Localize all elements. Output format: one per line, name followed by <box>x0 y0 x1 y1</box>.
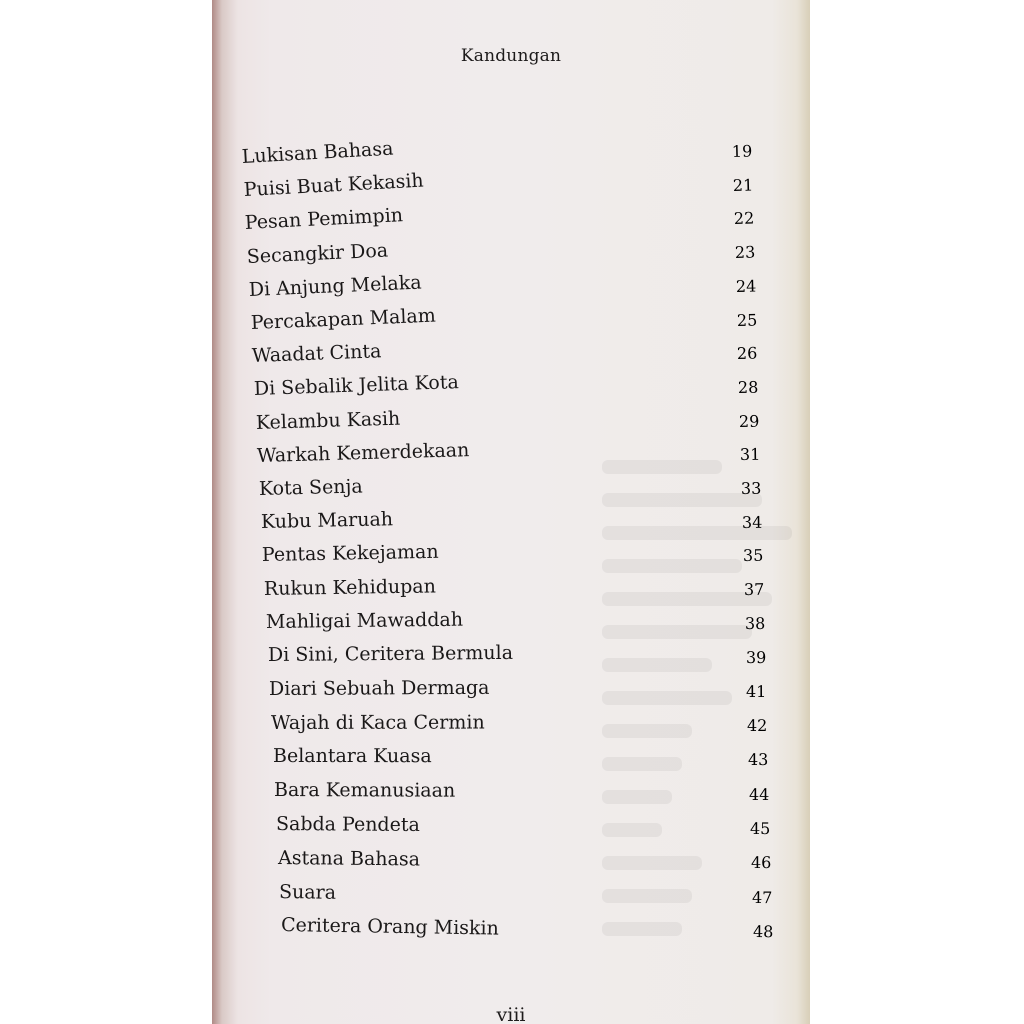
toc-entry-title: Di Anjung Melaka <box>248 271 422 301</box>
toc-entry <box>279 881 792 916</box>
toc-entry-title: Percakapan Malam <box>249 304 436 334</box>
toc-entry-page-number: 19 <box>731 141 753 161</box>
toc-entry-title: Waadat Cinta <box>251 340 382 368</box>
book-page <box>212 0 810 1024</box>
toc-entry <box>262 535 783 572</box>
page-number-footer: viii <box>496 1004 526 1024</box>
toc-entry-page-number: 23 <box>734 242 756 263</box>
toc-entry-page-number: 39 <box>745 647 766 667</box>
toc-entry <box>276 813 790 845</box>
toc-entry-title: Suara <box>279 880 337 904</box>
toc-entry-title: Di Sebalik Jelita Kota <box>253 371 459 401</box>
toc-entry <box>271 710 787 739</box>
toc-entry-page-number: 45 <box>749 819 771 839</box>
toc-entry-page-number: 35 <box>742 546 764 566</box>
toc-entry <box>266 605 785 639</box>
toc-entry-page-number: 28 <box>738 377 759 397</box>
toc-entry <box>260 500 782 539</box>
toc-entry-title: Pesan Pemimpin <box>244 204 404 235</box>
toc-entry-page-number: 41 <box>746 681 767 701</box>
toc-entry-page-number: 29 <box>738 411 760 431</box>
toc-entry-page-number: 25 <box>736 310 757 330</box>
toc-entry <box>274 779 789 809</box>
toc-entry <box>269 675 786 706</box>
toc-entry-page-number: 31 <box>739 445 761 465</box>
toc-entry-title: Kota Senja <box>258 475 364 500</box>
toc-entry-title: Diari Sebuah Dermaga <box>269 676 490 700</box>
toc-entry-page-number: 47 <box>751 887 773 907</box>
toc-entry-page-number: 34 <box>741 512 763 532</box>
toc-entry-title: Ceritera Orang Miskin <box>280 914 500 940</box>
toc-entry-title: Bara Kemanusiaan <box>274 779 456 802</box>
toc-entry-page-number: 43 <box>748 750 769 770</box>
toc-entry-title: Mahligai Mawaddah <box>265 608 463 633</box>
toc-entry-page-number: 22 <box>733 208 755 229</box>
toc-entry-page-number: 38 <box>744 613 765 633</box>
toc-entry-page-number: 46 <box>750 853 772 873</box>
toc-entry <box>264 570 784 606</box>
toc-entry-page-number: 26 <box>737 343 758 364</box>
toc-entry-title: Kelambu Kasih <box>255 407 401 434</box>
table-of-contents <box>212 0 810 1024</box>
page-title: Kandungan <box>460 46 562 66</box>
toc-entry-page-number: 21 <box>732 175 754 195</box>
toc-entry-title: Warkah Kemerdekaan <box>256 438 470 467</box>
toc-entry-title: Di Sini, Ceritera Bermula <box>267 641 513 666</box>
toc-entry-page-number: 42 <box>747 716 768 736</box>
toc-entry-page-number: 37 <box>743 579 765 600</box>
toc-entry-page-number: 24 <box>735 276 757 296</box>
toc-entry-title: Belantara Kuasa <box>272 745 432 768</box>
toc-entry-page-number: 48 <box>752 921 774 942</box>
toc-entry-title: Wajah di Kaca Cermin <box>270 711 485 734</box>
toc-entry-page-number: 33 <box>740 478 762 498</box>
toc-entry-title: Rukun Kehidupan <box>263 575 437 600</box>
toc-entry-title: Lukisan Bahasa <box>241 137 394 168</box>
toc-entry <box>267 639 785 672</box>
toc-entry <box>281 914 793 950</box>
toc-entry <box>259 465 782 506</box>
toc-entry-title: Puisi Buat Kekasih <box>242 169 424 202</box>
toc-entry <box>278 847 791 880</box>
toc-entry-title: Sabda Pendeta <box>275 813 420 837</box>
toc-entry-page-number: 44 <box>749 784 770 804</box>
toc-entry-title: Kubu Maruah <box>260 508 393 534</box>
toc-entry-title: Astana Bahasa <box>277 846 420 871</box>
toc-entry-title: Secangkir Doa <box>246 239 389 268</box>
toc-entry-title: Pentas Kekejaman <box>262 541 440 567</box>
toc-entry <box>273 745 789 773</box>
